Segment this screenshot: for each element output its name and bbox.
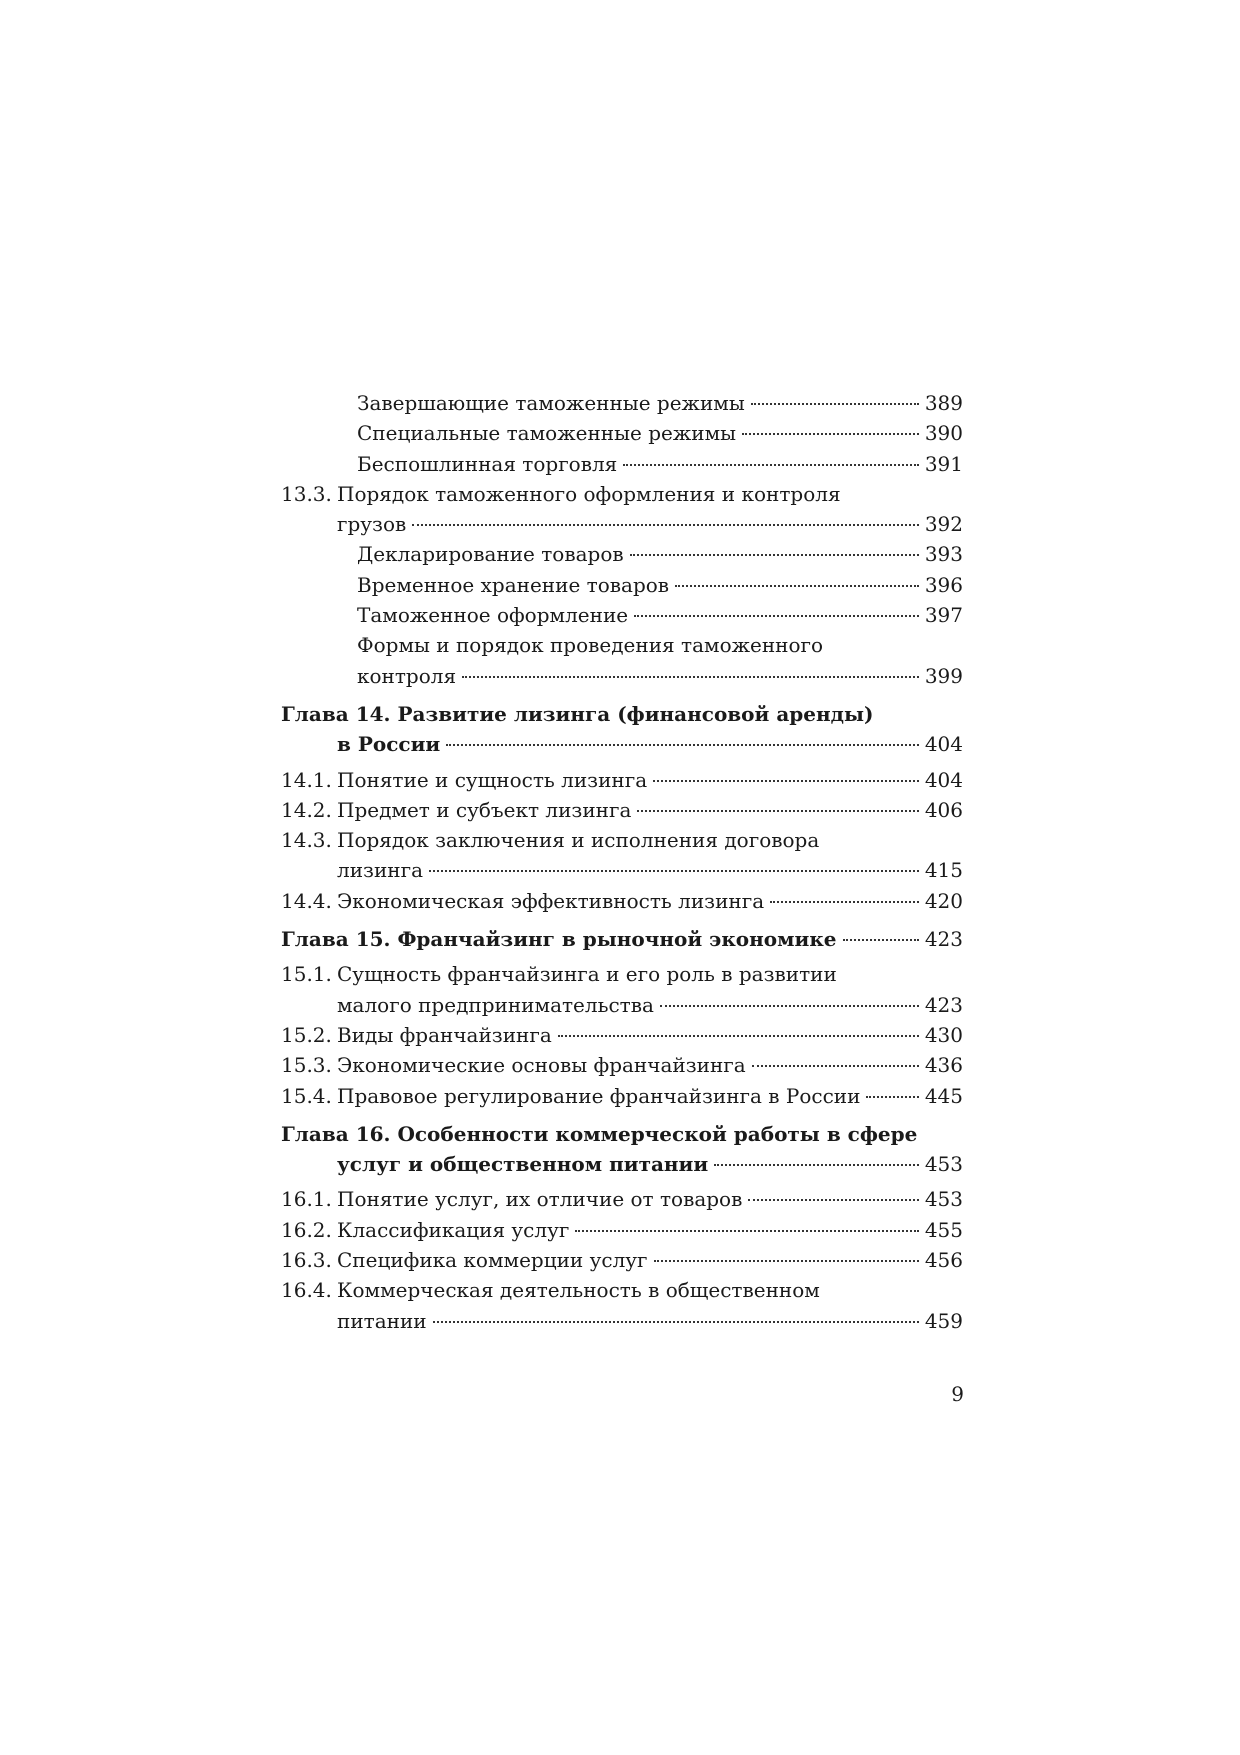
dot-leader [412, 524, 919, 526]
toc-entry[interactable] [281, 539, 963, 569]
entry-page: 453 [924, 1187, 963, 1212]
toc-entry[interactable] [281, 479, 963, 540]
entry-number: 16.1. [281, 1187, 332, 1212]
entry-label: Предмет и субъект лизинга [337, 797, 632, 822]
entry-label-line1: Коммерческая деятельность в общественном [337, 1278, 820, 1303]
dot-leader [866, 1096, 918, 1098]
entry-page: 396 [924, 572, 963, 597]
toc-entry[interactable] [281, 630, 963, 691]
entry-label-line1: Порядок таможенного оформления и контроля [337, 481, 841, 506]
entry-label: Временное хранение товаров [357, 572, 670, 597]
dot-leader [654, 1260, 919, 1262]
chapter-page: 404 [924, 732, 963, 757]
entry-label-line1: Сущность франчайзинга и его роль в развитии [337, 962, 837, 987]
entry-label: Декларирование товаров [357, 542, 624, 567]
entry-page: 420 [924, 888, 963, 913]
dot-leader [770, 901, 919, 903]
entry-page: 391 [924, 451, 963, 476]
entry-label: Понятие и сущность лизинга [337, 767, 648, 792]
chapter-title-line2: в России [337, 732, 441, 757]
entry-number: 15.1. [281, 962, 332, 987]
entry-number: 16.2. [281, 1217, 332, 1242]
entry-label: Экономические основы франчайзинга [337, 1053, 746, 1078]
toc-entry[interactable] [281, 600, 963, 630]
entry-number: 15.3. [281, 1053, 332, 1078]
chapter-title-line2: услуг и общественном питании [337, 1152, 709, 1177]
entry-label: Завершающие таможенные режимы [357, 391, 745, 415]
chapter-page: 423 [924, 927, 963, 952]
toc-entry[interactable] [281, 825, 963, 886]
dot-leader [752, 1065, 919, 1067]
toc-entry[interactable] [281, 1245, 963, 1275]
entry-number: 13.3. [281, 481, 332, 506]
entry-number: 15.4. [281, 1083, 332, 1108]
chapter-16-heading[interactable] [281, 1119, 963, 1180]
dot-leader [660, 1005, 919, 1007]
dot-leader [429, 870, 919, 872]
entry-label: Таможенное оформление [357, 603, 629, 628]
page-number: 9 [951, 1382, 964, 1406]
entry-page: 404 [924, 767, 963, 792]
dot-leader [714, 1164, 919, 1166]
entry-label-line2: контроля [357, 663, 457, 688]
toc-entry[interactable] [281, 1050, 963, 1080]
entry-label: Понятие услуг, их отличие от товаров [337, 1187, 743, 1212]
chapter-14-heading[interactable] [281, 699, 963, 760]
toc-entry[interactable] [281, 795, 963, 825]
dot-leader [742, 433, 919, 435]
table-of-contents [281, 388, 963, 1336]
chapter-15-heading[interactable] [281, 924, 963, 954]
chapter-page: 453 [924, 1152, 963, 1177]
entry-page: 389 [924, 391, 963, 415]
entry-label-line2: малого предпринимательства [337, 992, 654, 1017]
entry-page: 390 [924, 421, 963, 446]
toc-entry[interactable] [281, 388, 963, 418]
toc-entry[interactable] [281, 1275, 963, 1336]
entry-page: 430 [924, 1022, 963, 1047]
toc-entry[interactable] [281, 449, 963, 479]
entry-page: 415 [924, 858, 963, 883]
entry-page: 459 [924, 1308, 963, 1333]
entry-label: Беспошлинная торговля [357, 451, 618, 476]
entry-page: 393 [924, 542, 963, 567]
entry-label-line2: питании [337, 1308, 427, 1333]
entry-label: Специальные таможенные режимы [357, 421, 737, 446]
toc-entry[interactable] [281, 1020, 963, 1050]
entry-number: 14.4. [281, 888, 332, 913]
entry-number: 15.2. [281, 1022, 332, 1047]
toc-entry[interactable] [281, 1215, 963, 1245]
entry-label: Экономическая эффективность лизинга [337, 888, 765, 913]
dot-leader [843, 939, 919, 941]
entry-label: Виды франчайзинга [337, 1022, 552, 1047]
entry-number: 14.3. [281, 828, 332, 853]
entry-number: 14.2. [281, 797, 332, 822]
entry-page: 423 [924, 992, 963, 1017]
toc-entry[interactable] [281, 886, 963, 916]
toc-entry[interactable] [281, 418, 963, 448]
entry-page: 436 [924, 1053, 963, 1078]
toc-entry[interactable] [281, 570, 963, 600]
dot-leader [637, 810, 918, 812]
entry-page: 397 [924, 603, 963, 628]
entry-label: Классификация услуг [337, 1217, 570, 1242]
toc-entry[interactable] [281, 1184, 963, 1214]
dot-leader [433, 1321, 919, 1323]
entry-page: 406 [924, 797, 963, 822]
dot-leader [446, 744, 919, 746]
dot-leader [748, 1199, 918, 1201]
dot-leader [675, 585, 919, 587]
entry-label-line2: лизинга [337, 858, 424, 883]
chapter-title-line1: Глава 14. Развитие лизинга (финансовой аренды) [281, 701, 874, 726]
entry-page: 455 [924, 1217, 963, 1242]
entry-number: 16.4. [281, 1278, 332, 1303]
entry-label-line1: Формы и порядок проведения таможенного [357, 633, 824, 658]
dot-leader [751, 403, 919, 405]
entry-label: Правовое регулирование франчайзинга в России [337, 1083, 861, 1108]
entry-label-line2: грузов [337, 512, 407, 537]
toc-entry[interactable] [281, 765, 963, 795]
dot-leader [653, 780, 919, 782]
dot-leader [630, 554, 919, 556]
entry-number: 14.1. [281, 767, 332, 792]
dot-leader [575, 1230, 918, 1232]
entry-page: 445 [924, 1083, 963, 1108]
dot-leader [634, 615, 919, 617]
entry-number: 16.3. [281, 1248, 332, 1273]
entry-label-line1: Порядок заключения и исполнения договора [337, 828, 820, 853]
toc-entry[interactable] [281, 1081, 963, 1111]
chapter-title-line1: Глава 16. Особенности коммерческой работы в сфере [281, 1121, 918, 1146]
dot-leader [558, 1035, 919, 1037]
entry-page: 392 [924, 512, 963, 537]
dot-leader [462, 676, 919, 678]
dot-leader [623, 464, 919, 466]
entry-page: 456 [924, 1248, 963, 1273]
chapter-title: Глава 15. Франчайзинг в рыночной экономике [281, 927, 837, 952]
toc-entry[interactable] [281, 959, 963, 1020]
entry-label: Специфика коммерции услуг [337, 1248, 648, 1273]
entry-page: 399 [924, 663, 963, 688]
